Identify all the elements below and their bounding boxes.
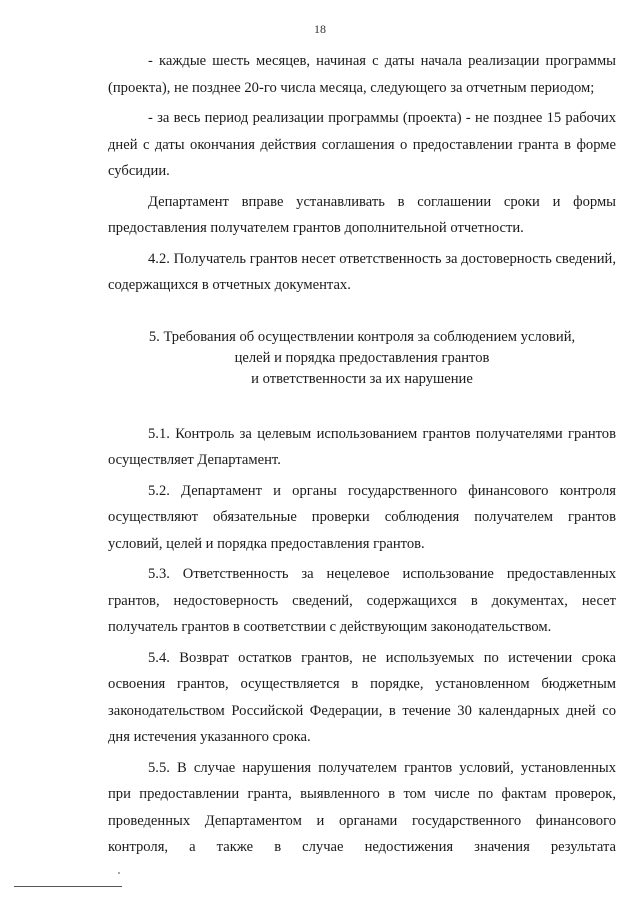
scan-mark: [118, 872, 120, 874]
section-heading-line-2: целей и порядка предоставления грантов: [234, 349, 490, 366]
section-heading-line-3: и ответственности за их нарушение: [251, 370, 473, 387]
page-number: 18: [314, 22, 326, 36]
paragraph-5-5: 5.5. В случае нарушения получателем грантов условий, установленных при предоставлении гранта, выявленного в том числе по фактам проверок, проведенных Департаментом и органами государственного финансового контроля, а также в случае недостижения значения результата: [108, 759, 616, 855]
footer-rule: [14, 886, 122, 887]
paragraph-reporting-full-period: - за весь период реализации программы (проекта) - не позднее 15 рабочих дней с даты окончания действия соглашения о предоставлении гранта в форме субсидии.: [108, 110, 616, 179]
document-body: [108, 48, 616, 861]
section-5-heading: [108, 327, 616, 390]
section-heading-line-1: 5. Требования об осуществлении контроля за соблюдением условий,: [148, 328, 576, 345]
paragraph-5-4: 5.4. Возврат остатков грантов, не используемых по истечении срока освоения грантов, осуществляется в порядке, установленном бюджетным законодательством Российской Федерации, в течение 30 календарных дней со дня истечения указанного срока.: [108, 649, 616, 745]
paragraph-5-3: 5.3. Ответственность за нецелевое использование предоставленных грантов, недостоверность сведений, содержащихся в документах, несет получатель грантов в соответствии с действующим законодательством.: [108, 566, 616, 635]
paragraph-5-1: 5.1. Контроль за целевым использованием грантов получателями грантов осуществляет Департамент.: [108, 425, 616, 468]
paragraph-additional-reporting: Департамент вправе устанавливать в соглашении сроки и формы предоставления получателем грантов дополнительной отчетности.: [108, 193, 616, 236]
paragraph-4-2: 4.2. Получатель грантов несет ответственность за достоверность сведений, содержащихся в отчетных документах.: [108, 250, 616, 293]
paragraph-reporting-semiannual: - каждые шесть месяцев, начиная с даты начала реализации программы (проекта), не позднее 20-го числа месяца, следующего за отчетным периодом;: [108, 53, 616, 96]
paragraph-5-2: 5.2. Департамент и органы государственного финансового контроля осуществляют обязательные проверки соблюдения получателем грантов условий, целей и порядка предоставления грантов.: [108, 482, 616, 552]
